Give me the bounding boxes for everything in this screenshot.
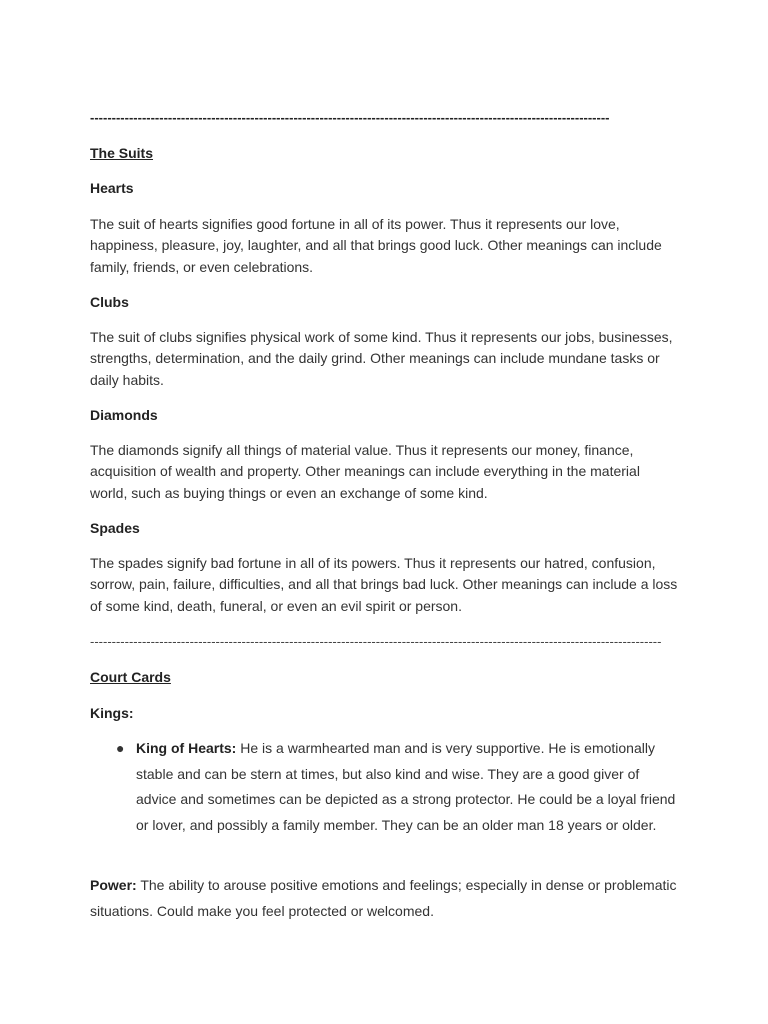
power-paragraph bbox=[90, 873, 678, 924]
king-of-hearts-label: King of Hearts: bbox=[136, 740, 237, 756]
divider-middle: ------------------------------------------------------------------------------------------------------------------------------------ bbox=[90, 635, 662, 649]
paragraph-clubs: The suit of clubs signifies physical work of some kind. Thus it represents our jobs, businesses, strengths, determination, and the daily grind. Other meanings can include mundane tasks or daily habits. bbox=[90, 329, 673, 388]
paragraph-hearts: The suit of hearts signifies good fortune in all of its power. Thus it represents our love, happiness, pleasure, joy, laughter, and all that brings good luck. Other meanings can include family, friends, or even celebrations. bbox=[90, 216, 662, 275]
heading-spades: Spades bbox=[90, 520, 140, 536]
heading-clubs: Clubs bbox=[90, 294, 129, 310]
paragraph-spades: The spades signify bad fortune in all of its powers. Thus it represents our hatred, confusion, sorrow, pain, failure, difficulties, and all that brings bad luck. Other meanings can include a loss of some kind, death, funeral, or even an evil spirit or person. bbox=[90, 555, 678, 614]
power-text: The ability to arouse positive emotions and feelings; especially in dense or problematic situations. Could make you feel protected or welcomed. bbox=[90, 877, 677, 919]
heading-diamonds: Diamonds bbox=[90, 407, 158, 423]
section-title-court-cards: Court Cards bbox=[90, 669, 171, 685]
paragraph-diamonds: The diamonds signify all things of material value. Thus it represents our money, finance, acquisition of wealth and property. Other meanings can include everything in the material world, such as buying things or even an exchange of some kind. bbox=[90, 442, 640, 501]
section-title-suits: The Suits bbox=[90, 145, 154, 161]
divider-top: ------------------------------------------------------------------------------------------------------------------------ bbox=[90, 111, 610, 125]
king-of-hearts-description bbox=[136, 736, 678, 838]
heading-hearts: Hearts bbox=[90, 180, 134, 196]
heading-kings: Kings: bbox=[90, 705, 134, 721]
bullet-icon: ● bbox=[116, 740, 125, 756]
king-of-hearts-text: He is a warmhearted man and is very supportive. He is emotionally stable and can be stern at times, but also kind and wise. They are a good giver of advice and sometimes can be depicted as a strong protector. He could be a loyal friend or lover, and possibly a family member. They can be an older man 18 years or older. bbox=[136, 740, 676, 833]
power-label: Power: bbox=[90, 877, 137, 893]
